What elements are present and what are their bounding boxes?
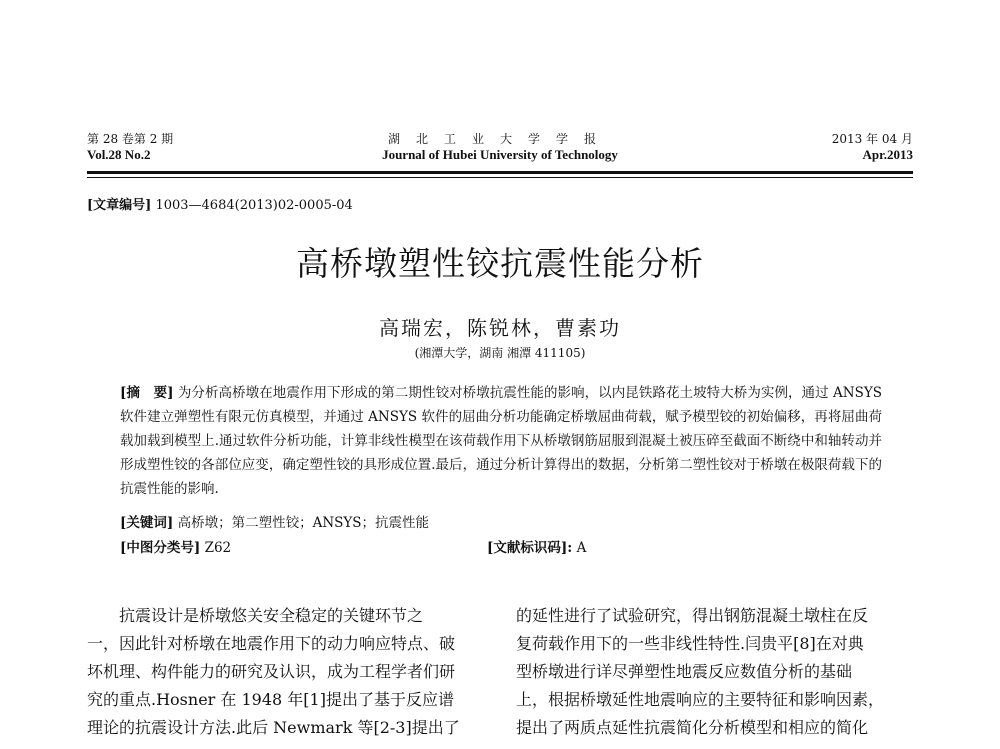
body-column-right [516,602,896,742]
journal-date [832,131,913,163]
journal-name [300,131,700,163]
paper-title: 高桥墩塑性铰抗震性能分析 [296,244,704,283]
keywords-text: 高桥墩；第二塑性铰；ANSYS；抗震性能 [177,515,430,531]
document-code [487,536,586,556]
journal-volume-info [87,131,173,163]
keywords [120,511,429,531]
paper-authors: 高瑞宏，陈锐林，曹素功 [379,316,621,340]
body-line: 上，根据桥墩延性地震响应的主要特征和影响因素， [516,690,885,709]
document-code-value: A [576,540,587,556]
abstract-text: 为分析高桥墩在地震作用下形成的第二期性铰对桥墩抗震性能的影响，以内昆铁路花土坡特大桥为实例，通过 ANSYS 软件建立弹塑性有限元仿真模型，并通过 ANSYS 软件的屈曲分析功能确定桥墩屈曲荷载，赋予模型铰的初始偏移，再将屈曲荷载加载到模型上.通过软件分析功能，计算非线性模型在该荷载作用下从桥墩钢筋屈服到混凝土被压碎至截面不断绕中和轴转动并形成塑性铰的各部位应变，确定塑性铰的具形成位置.最后，通过分析计算得出的数据，分析第二塑性铰对于桥墩在极限荷载下的抗震性能的影响. [120,385,882,497]
body-line: 一，因此针对桥墩在地震作用下的动力响应特点、破 [87,634,456,653]
keywords-label: [关键词] [120,515,174,531]
classification-value: Z62 [204,540,232,556]
journal-name-en: Journal of Hubei University of Technology [382,147,618,162]
article-number-value: 1003—4684(2013)02-0005-04 [155,198,353,213]
journal-name-cn: 湖北工业大学学报 [387,132,612,146]
abstract [120,381,882,501]
header-rule-thick [87,171,913,174]
body-line: 理论的抗震设计方法.此后 Newmark 等[2-3]提出了 [87,718,460,737]
header-rule-thin [87,177,913,178]
article-number [87,194,353,213]
body-line: 抗震设计是桥墩悠关安全稳定的关键环节之 [119,606,424,625]
body-line: 的延性进行了试验研究，得出钢筋混凝土墩柱在反 [516,606,869,625]
volume-cn: 第 28 卷第 2 期 [87,132,174,146]
abstract-label: [摘 要] [120,385,174,401]
body-column-left [87,602,467,742]
document-code-label: [文献标识码]: [487,540,573,556]
volume-en: Vol.28 No.2 [87,147,151,162]
body-line: 究的重点.Hosner 在 1948 年[1]提出了基于反应谱 [87,690,454,709]
article-number-label: [文章编号] [87,198,152,213]
body-line: 复荷载作用下的一些非线性特性.闫贵平[8]在对典 [516,634,864,653]
body-line: 坏机理、构件能力的研究及认识，成为工程学者们研 [87,662,456,681]
date-en: Apr.2013 [862,147,913,162]
classification-number [120,536,231,556]
date-cn: 2013 年 04 月 [831,132,913,146]
author-affiliation: (湘潭大学，湖南 湘潭 411105) [414,346,586,360]
classification-label: [中图分类号] [120,540,201,556]
body-line: 型桥墩进行详尽弹塑性地震反应数值分析的基础 [516,662,853,681]
body-line: 提出了两质点延性抗震简化分析模型和相应的简化 [516,718,869,737]
